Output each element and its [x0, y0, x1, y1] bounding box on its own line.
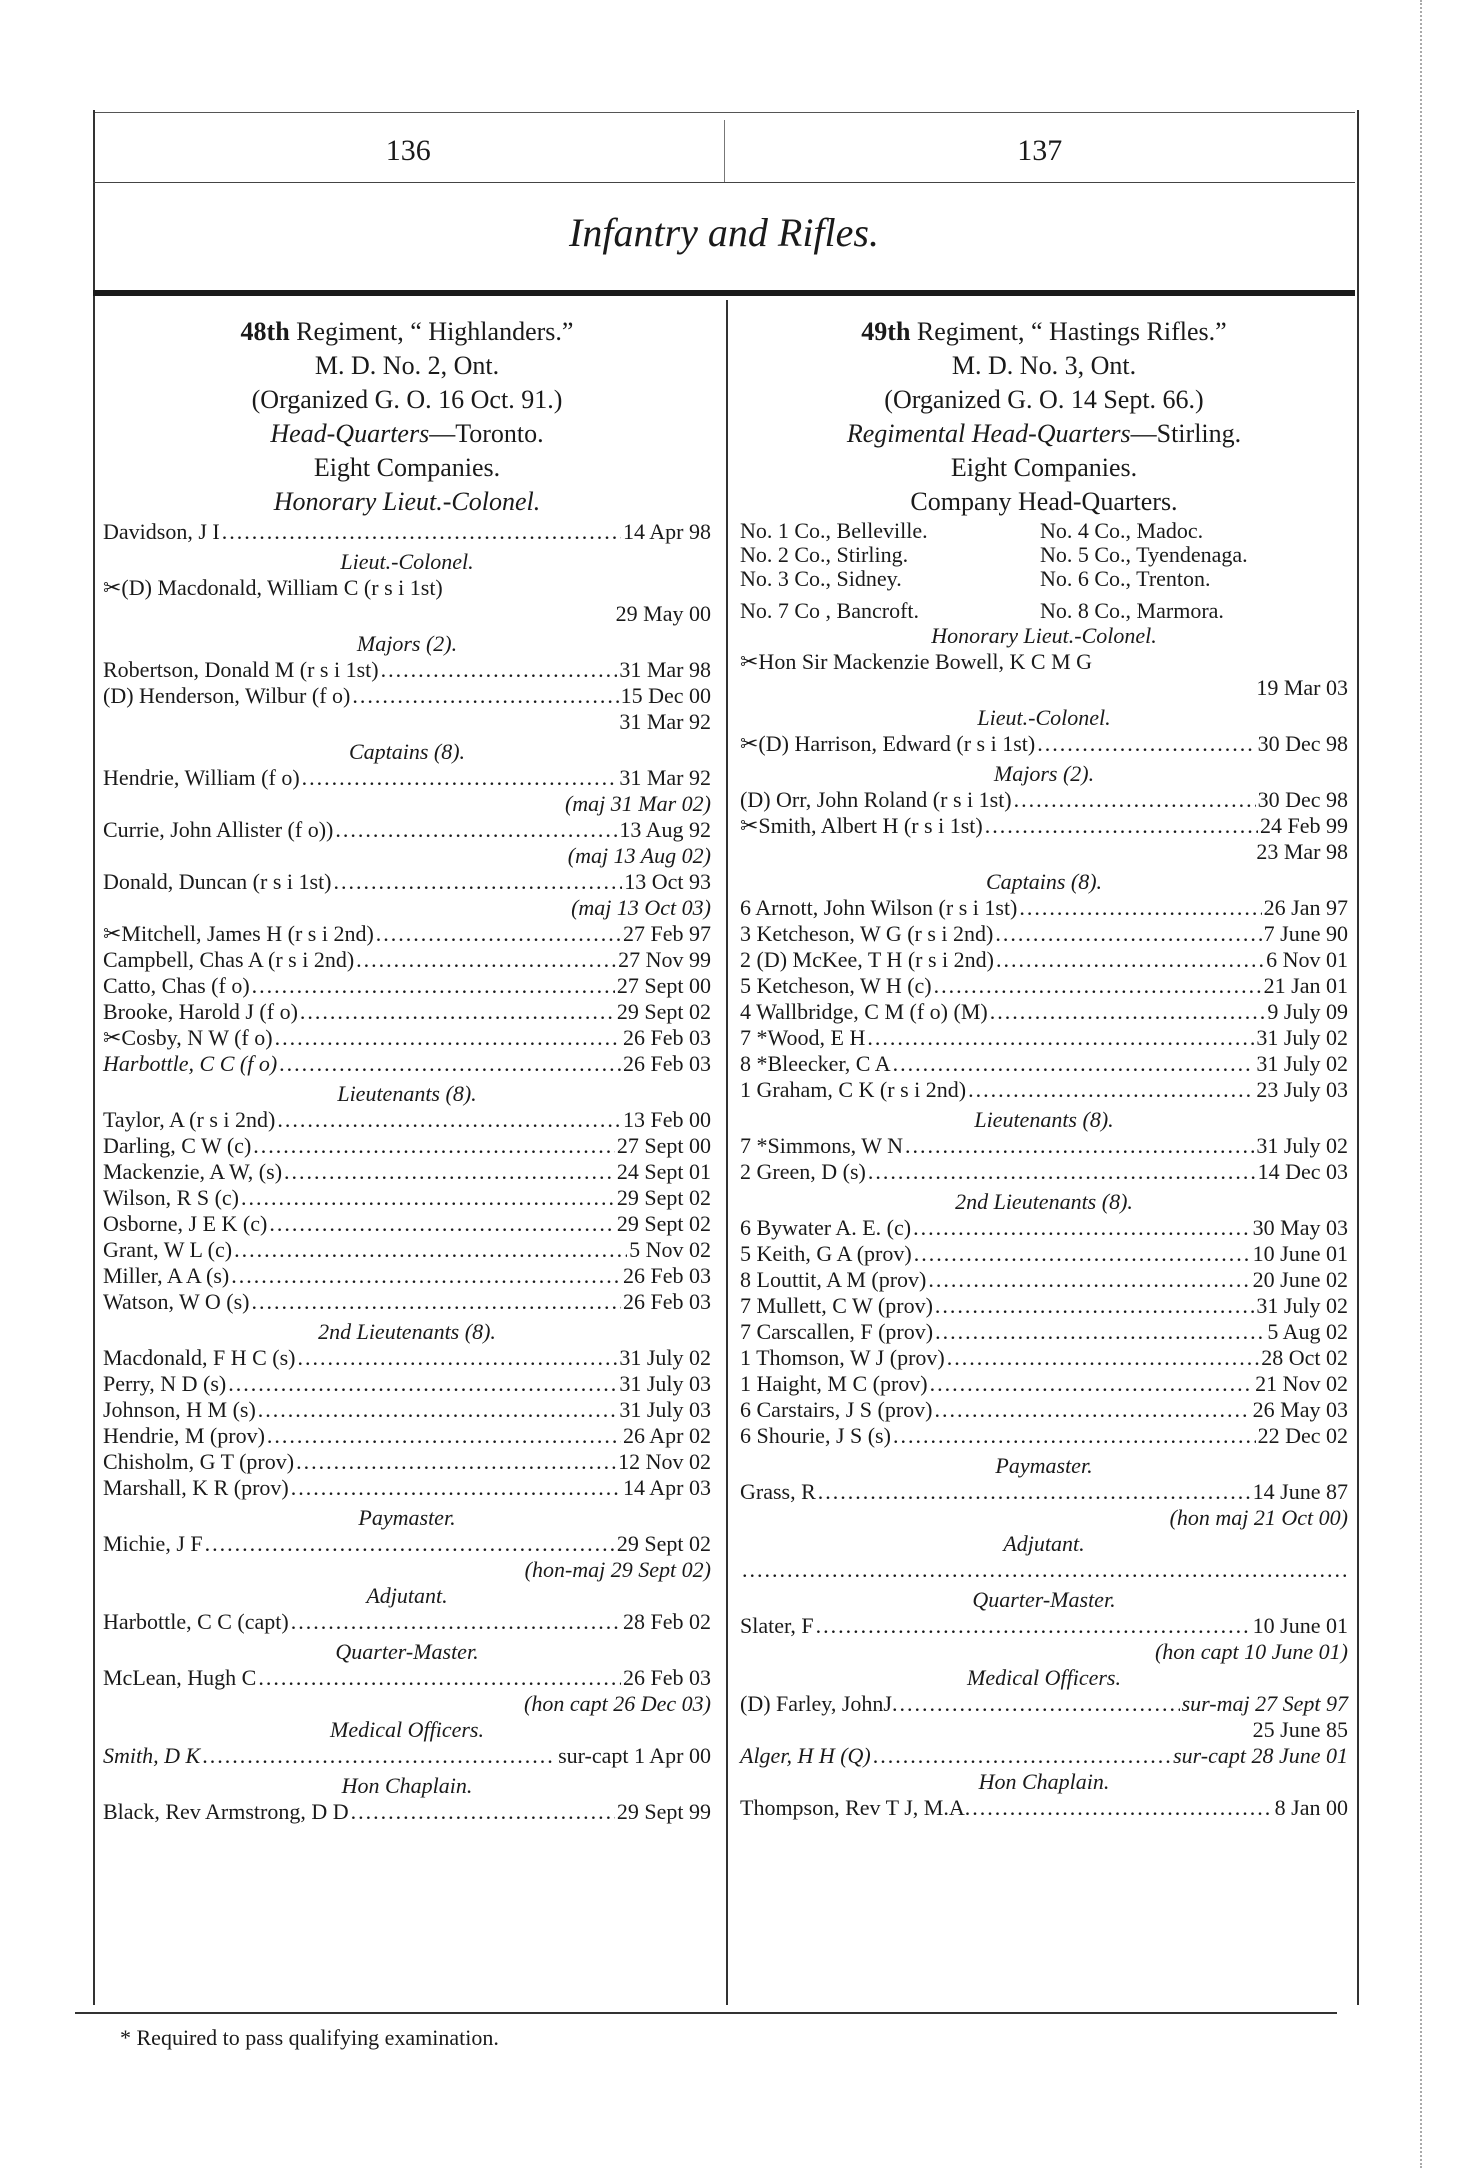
section-heading: Lieutenants (8).: [974, 1107, 1114, 1132]
heavy-rule: [93, 290, 1355, 296]
regiment-49-column: [740, 315, 1348, 1821]
section-heading: Majors (2).: [993, 761, 1095, 786]
organized-order: (Organized G. O. 16 Oct. 91.): [251, 385, 563, 414]
headquarters: [740, 417, 1348, 451]
roster-entry: Black, Rev Armstrong, D D ..... 29 Sept 99: [103, 1799, 711, 1825]
company-hq-list: [740, 519, 1348, 623]
roster-entry: 1 Graham, C K (r s i 2nd) ..... 23 July 03: [740, 1077, 1348, 1103]
roster-entry: Donald, Duncan (r s i 1st) ..... 13 Oct 93: [103, 869, 711, 895]
roster-entry: Davidson, J I ..... 14 Apr 98: [103, 519, 711, 545]
section-heading: Adjutant.: [366, 1583, 448, 1608]
column-divider: [726, 300, 728, 2005]
footnote-rule: [75, 2012, 1337, 2014]
roster-entry: Johnson, H M (s) ..... 31 July 03: [103, 1397, 711, 1423]
roster-entry: Harbottle, C C (f o) ..... 26 Feb 03: [103, 1051, 711, 1077]
roster-entry: 7 *Simmons, W N ..... 31 July 02: [740, 1133, 1348, 1159]
section-heading: 2nd Lieutenants (8).: [318, 1319, 496, 1344]
section-heading: Lieutenants (8).: [337, 1081, 477, 1106]
section-heading: Majors (2).: [356, 631, 458, 656]
section-heading: Hon Chaplain.: [341, 1773, 473, 1798]
entry-note: (hon capt 10 June 01): [1154, 1639, 1348, 1664]
page-numbers: [93, 120, 1355, 183]
section-heading: Lieut.-Colonel.: [340, 549, 474, 574]
company-hq-item: No. 3 Co., Sidney.: [740, 566, 902, 591]
roster-entry: ✂Smith, Albert H (r s i 1st) ..... 24 Feb 99: [740, 813, 1348, 839]
roster-entry: 6 Shourie, J S (s) ..... 22 Dec 02: [740, 1423, 1348, 1449]
roster-entry: 5 Ketcheson, W H (c) ..... 21 Jan 01: [740, 973, 1348, 999]
roster-entry: (D) Orr, John Roland (r s i 1st) ..... 30 Dec 98: [740, 787, 1348, 813]
section-heading: Captains (8).: [348, 739, 466, 764]
regiment-48-column: [103, 315, 711, 1825]
roster-entry: ✂Hon Sir Mackenzie Bowell, K C M G: [740, 649, 1093, 674]
company-hq-item: No. 1 Co., Belleville.: [740, 518, 928, 543]
roster-entry: (D) Farley, JohnJ. ..... sur-maj 27 Sept 97: [740, 1691, 1348, 1717]
roster-entry: Hendrie, William (f o) ..... 31 Mar 92: [103, 765, 711, 791]
organized-order: (Organized G. O. 14 Sept. 66.): [884, 385, 1204, 414]
roster-entry: 2 (D) McKee, T H (r s i 2nd) ..... 6 Nov 01: [740, 947, 1348, 973]
vacant-entry: [740, 1557, 1348, 1583]
section-heading: Lieut.-Colonel.: [977, 705, 1111, 730]
roster-entry: Thompson, Rev T J, M.A. ..... 8 Jan 00: [740, 1795, 1348, 1821]
roster-entry: Miller, A A (s) ..... 26 Feb 03: [103, 1263, 711, 1289]
roster-entry: Macdonald, F H C (s) ..... 31 July 02: [103, 1345, 711, 1371]
section-heading: Honorary Lieut.-Colonel.: [931, 623, 1157, 648]
roster-entry: 6 Bywater A. E. (c) ..... 30 May 03: [740, 1215, 1348, 1241]
roster-entry: Marshall, K R (prov) ..... 14 Apr 03: [103, 1475, 711, 1501]
roster-entry: Robertson, Donald M (r s i 1st) ..... 31 Mar 98: [103, 657, 711, 683]
roster-entry: 1 Haight, M C (prov) ..... 21 Nov 02: [740, 1371, 1348, 1397]
roster-entry: Chisholm, G T (prov) ..... 12 Nov 02: [103, 1449, 711, 1475]
company-hq-item: No. 6 Co., Trenton.: [1040, 566, 1211, 591]
entry-note: (maj 13 Oct 03): [571, 895, 711, 920]
hq-place: —Toronto.: [429, 419, 544, 448]
page-number-left: 136: [93, 120, 725, 182]
section-heading: Company Head-Quarters.: [910, 487, 1178, 516]
roster-entry: 7 *Wood, E H ..... 31 July 02: [740, 1025, 1348, 1051]
roster-entry: Grass, R ..... 14 June 87: [740, 1479, 1348, 1505]
roster-entry: 4 Wallbridge, C M (f o) (M) ..... 9 July 09: [740, 999, 1348, 1025]
company-hq-item: No. 8 Co., Marmora.: [1040, 598, 1224, 623]
roster-entry: Campbell, Chas A (r s i 2nd) ..... 27 Nov 99: [103, 947, 711, 973]
entry-date: 31 Mar 92: [619, 709, 711, 734]
roster-entry: 6 Carstairs, J S (prov) ..... 26 May 03: [740, 1397, 1348, 1423]
roster-entry: Osborne, J E K (c) ..... 29 Sept 02: [103, 1211, 711, 1237]
regiment-name: Regiment, “ Highlanders.”: [296, 317, 574, 346]
section-heading: Medical Officers.: [967, 1665, 1121, 1690]
entry-note: (maj 13 Aug 02): [567, 843, 711, 868]
section-heading: Captains (8).: [985, 869, 1103, 894]
military-district: M. D. No. 3, Ont.: [951, 351, 1137, 380]
roster-entry: 5 Keith, G A (prov) ..... 10 June 01: [740, 1241, 1348, 1267]
entry-date: 25 June 85: [1252, 1717, 1348, 1742]
section-heading: Quarter-Master.: [972, 1587, 1116, 1612]
entry-note: (hon-maj 29 Sept 02): [524, 1557, 711, 1582]
roster-entry: Taylor, A (r s i 2nd) ..... 13 Feb 00: [103, 1107, 711, 1133]
companies-count: Eight Companies.: [950, 453, 1138, 482]
roster-entry: 7 Carscallen, F (prov) ..... 5 Aug 02: [740, 1319, 1348, 1345]
roster-entry: Smith, D K ..... sur-capt 1 Apr 00: [103, 1743, 711, 1769]
roster-entry: Mackenzie, A W, (s) ..... 24 Sept 01: [103, 1159, 711, 1185]
roster-entry: Grant, W L (c) ..... 5 Nov 02: [103, 1237, 711, 1263]
page-number-right: 137: [1017, 134, 1063, 167]
roster-entry: 7 Mullett, C W (prov) ..... 31 July 02: [740, 1293, 1348, 1319]
roster-entry: Alger, H H (Q) ..... sur-capt 28 June 01: [740, 1743, 1348, 1769]
section-heading: Quarter-Master.: [335, 1639, 479, 1664]
companies-count: Eight Companies.: [313, 453, 501, 482]
headquarters: [103, 417, 711, 451]
entry-note: (hon capt 26 Dec 03): [524, 1691, 711, 1716]
roster-entry: Wilson, R S (c) ..... 29 Sept 02: [103, 1185, 711, 1211]
roster-entry: (D) Henderson, Wilbur (f o) ..... 15 Dec 00: [103, 683, 711, 709]
roster-entry: Currie, John Allister (f o)) ..... 13 Aug 92: [103, 817, 711, 843]
roster-entry: McLean, Hugh C ..... 26 Feb 03: [103, 1665, 711, 1691]
roster-entry: Brooke, Harold J (f o) ..... 29 Sept 02: [103, 999, 711, 1025]
section-heading: Medical Officers.: [330, 1717, 484, 1742]
roster-entry: Watson, W O (s) ..... 26 Feb 03: [103, 1289, 711, 1315]
regiment-heading: [740, 315, 1348, 349]
entry-note: (maj 31 Mar 02): [564, 791, 711, 816]
section-title: Infantry and Rifles.: [569, 210, 879, 255]
entry-date: 19 Mar 03: [1256, 675, 1348, 700]
footnote: * Required to pass qualifying examination.: [120, 2025, 499, 2050]
section-heading: Hon Chaplain.: [978, 1769, 1110, 1794]
roster-entry: Catto, Chas (f o) ..... 27 Sept 00: [103, 973, 711, 999]
entry-date: 23 Mar 98: [1256, 839, 1348, 864]
roster-entry: Harbottle, C C (capt) ..... 28 Feb 02: [103, 1609, 711, 1635]
roster-entry: 6 Arnott, John Wilson (r s i 1st) ..... 26 Jan 97: [740, 895, 1348, 921]
roster-entry: Darling, C W (c) ..... 27 Sept 00: [103, 1133, 711, 1159]
page-edge: [1420, 0, 1422, 2168]
company-hq-item: No. 4 Co., Madoc.: [1040, 518, 1204, 543]
hq-label: Head-Quarters: [270, 419, 430, 448]
roster-entry: 8 *Bleecker, C A ..... 31 July 02: [740, 1051, 1348, 1077]
roster-entry: 1 Thomson, W J (prov) ..... 28 Oct 02: [740, 1345, 1348, 1371]
section-heading: Paymaster.: [995, 1453, 1093, 1478]
roster-entry: 3 Ketcheson, W G (r s i 2nd) ..... 7 June 90: [740, 921, 1348, 947]
section-heading: Honorary Lieut.-Colonel.: [273, 487, 541, 516]
roster-entry: ✂Mitchell, James H (r s i 2nd) ..... 27 Feb 97: [103, 921, 711, 947]
regiment-name: Regiment, “ Hastings Rifles.”: [916, 317, 1227, 346]
roster-entry: ✂Cosby, N W (f o) ..... 26 Feb 03: [103, 1025, 711, 1051]
roster-entry: ✂(D) Macdonald, William C (r s i 1st): [103, 575, 443, 600]
company-hq-item: No. 7 Co , Bancroft.: [740, 598, 920, 623]
hq-label: Regimental Head-Quarters: [846, 419, 1131, 448]
regiment-number: 49th: [861, 317, 911, 346]
section-heading: Adjutant.: [1003, 1531, 1085, 1556]
military-district: M. D. No. 2, Ont.: [314, 351, 500, 380]
entry-date: 29 May 00: [615, 601, 711, 626]
company-hq-item: No. 5 Co., Tyendenaga.: [1040, 542, 1248, 567]
section-heading: Paymaster.: [358, 1505, 456, 1530]
section-heading: 2nd Lieutenants (8).: [955, 1189, 1133, 1214]
roster-entry: 8 Louttit, A M (prov) ..... 20 June 02: [740, 1267, 1348, 1293]
hq-place: —Stirling.: [1130, 419, 1242, 448]
roster-entry: Michie, J F ..... 29 Sept 02: [103, 1531, 711, 1557]
regiment-heading: [103, 315, 711, 349]
roster-entry: Hendrie, M (prov) ..... 26 Apr 02: [103, 1423, 711, 1449]
regiment-number: 48th: [240, 317, 290, 346]
roster-entry: 2 Green, D (s) ..... 14 Dec 03: [740, 1159, 1348, 1185]
roster-entry: Slater, F ..... 10 June 01: [740, 1613, 1348, 1639]
roster-entry: ✂(D) Harrison, Edward (r s i 1st) ..... 30 Dec 98: [740, 731, 1348, 757]
company-hq-item: No. 2 Co., Stirling.: [740, 542, 909, 567]
entry-note: (hon maj 21 Oct 00): [1169, 1505, 1348, 1530]
roster-entry: Perry, N D (s) ..... 31 July 03: [103, 1371, 711, 1397]
